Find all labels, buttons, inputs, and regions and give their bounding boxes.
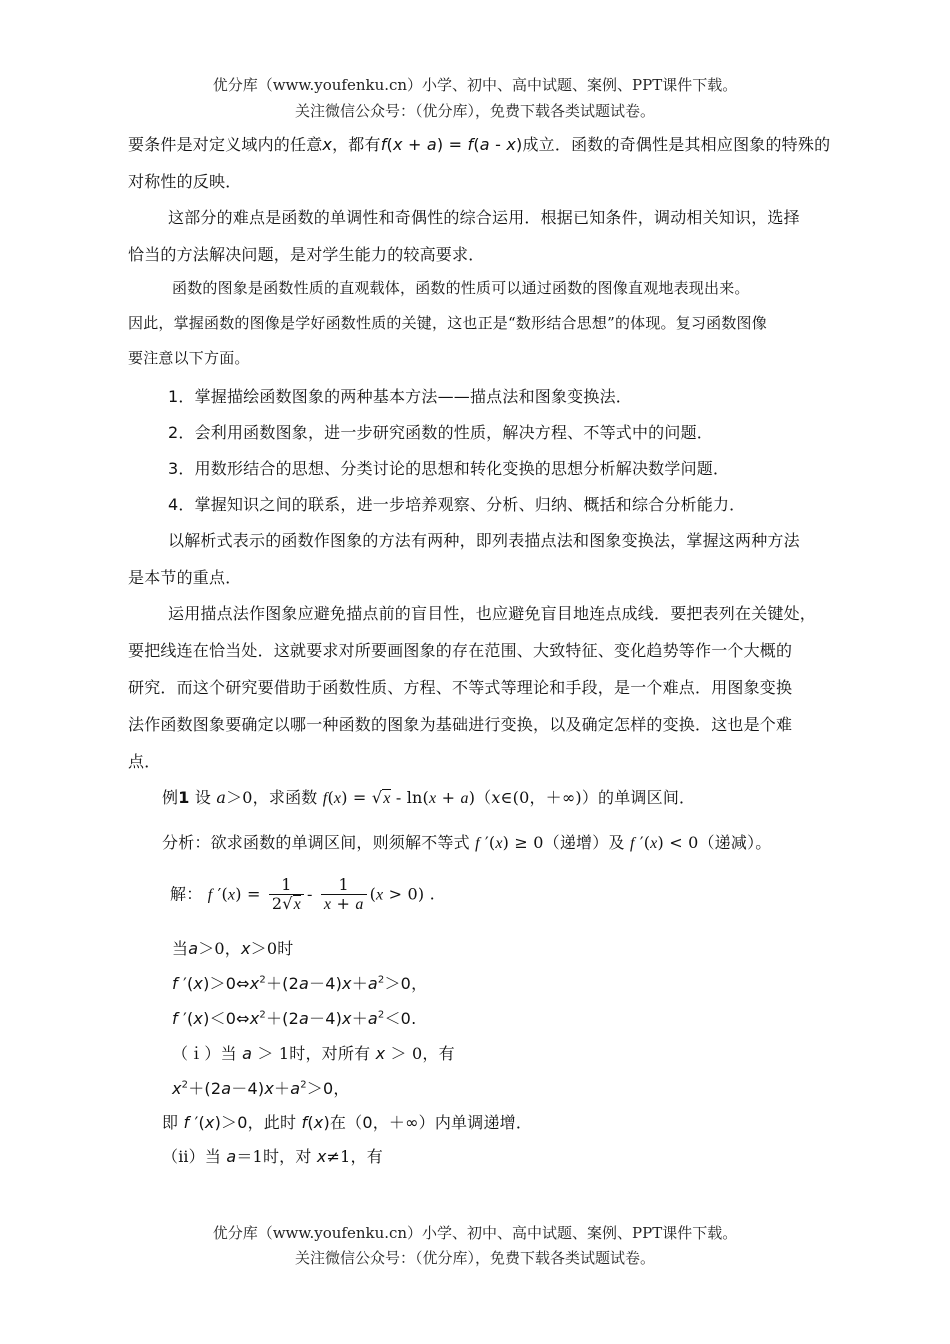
example-1-analysis: 分析：欲求函数的单调区间，则须解不等式 f ′(x) ≥ 0（递增）及 f ′(x) < 0（递减）。 (162, 833, 772, 852)
paragraph-5-line-1: 运用描点法作图象应避免描点前的盲目性，也应避免盲目地连点成线．要把表列在关键处， (168, 604, 817, 623)
paragraph-3-line-2: 因此，掌握函数的图像是学好函数性质的关键，这也正是“数形结合思想”的体现。复习函数图像 (128, 314, 767, 332)
list-item-3: 3．用数形结合的思想、分类讨论的思想和转化变换的思想分析解决数学问题． (168, 459, 730, 478)
solution-case-i-inequality: $x^2+(2a-4)x+a^2>0$， (172, 1079, 350, 1098)
page-header-line1: 优分库（www.youfenku.cn）小学、初中、高中试题、案例、PPT课件下载。 (212, 76, 738, 94)
solution-line-condition: 当a＞0，x＞0时 (172, 939, 294, 958)
page-header-line2: 关注微信公众号：（优分库），免费下载各类试题试卷。 (294, 102, 655, 120)
page-footer-line1: 优分库（www.youfenku.cn）小学、初中、高中试题、案例、PPT课件下载。 (212, 1224, 738, 1242)
solution-case-ii: （ⅱ）当 a＝1时，对 x≠1，有 (162, 1147, 383, 1166)
paragraph-5-line-5: 点． (128, 752, 161, 771)
list-item-1: 1．掌握描绘函数图象的两种基本方法——描点法和图象变换法． (168, 387, 632, 406)
paragraph-1-line-1: 要条件是对定义域内的任意x，都有f(x + a) = f(a - x)成立．函数的奇偶性是其相应图象的特殊的 (128, 135, 831, 154)
paragraph-2-line-2: 恰当的方法解决问题，是对学生能力的较高要求． (128, 245, 485, 264)
paragraph-3-line-1: 函数的图象是函数性质的直观载体，函数的性质可以通过函数的图像直观地表现出来。 (172, 279, 750, 297)
list-item-4: 4．掌握知识之间的联系，进一步培养观察、分析、归纳、概括和综合分析能力． (168, 495, 746, 514)
list-item-2: 2．会利用函数图象，进一步研究函数的性质，解决方程、不等式中的问题． (168, 423, 713, 442)
solution-case-i: （ｉ）当 a ＞ 1时，对所有 x ＞ 0，有 (172, 1044, 455, 1063)
paragraph-5-line-2: 要把线连在恰当处．这就要求对所要画图象的存在范围、大致特征、变化趋势等作一个大概的 (128, 641, 793, 660)
paragraph-3-line-3: 要注意以下方面。 (128, 349, 250, 367)
example-1-solution-formula: 解： f ′(x) = $\frac{1}{2√x}$ - $\frac{1}{x + a}$ (x > 0) . (170, 875, 435, 913)
paragraph-5-line-4: 法作函数图象要确定以哪一种函数的图象为基础进行变换，以及确定怎样的变换．这也是个难 (128, 715, 793, 734)
solution-case-i-conclusion: 即 f ′(x)＞0，此时 f(x)在（0，＋∞）内单调递增． (162, 1113, 533, 1132)
solution-line-negative: f $'(x)<0\Leftrightarrow x^2+(2a-4)x+a^2<0$. (172, 1009, 417, 1028)
paragraph-4-line-2: 是本节的重点． (128, 568, 242, 587)
paragraph-1-line-2: 对称性的反映． (128, 172, 242, 191)
paragraph-2-line-1: 这部分的难点是函数的单调性和奇偶性的综合运用．根据已知条件，调动相关知识，选择 (168, 208, 800, 227)
example-1-statement: 例1 设 a＞0，求函数 f(x) = √x - ln(x + a)（x∈(0，＋∞)）的单调区间． (162, 788, 696, 807)
paragraph-5-line-3: 研究．而这个研究要借助于函数性质、方程、不等式等理论和手段，是一个难点．用图象变换 (128, 678, 793, 697)
solution-line-positive: f $'(x)>0\Leftrightarrow x^2+(2a-4)x+a^2>0$， (172, 974, 428, 993)
page-footer-line2: 关注微信公众号：（优分库），免费下载各类试题试卷。 (294, 1249, 655, 1267)
paragraph-4-line-1: 以解析式表示的函数作图象的方法有两种，即列表描点法和图象变换法，掌握这两种方法 (168, 531, 800, 550)
